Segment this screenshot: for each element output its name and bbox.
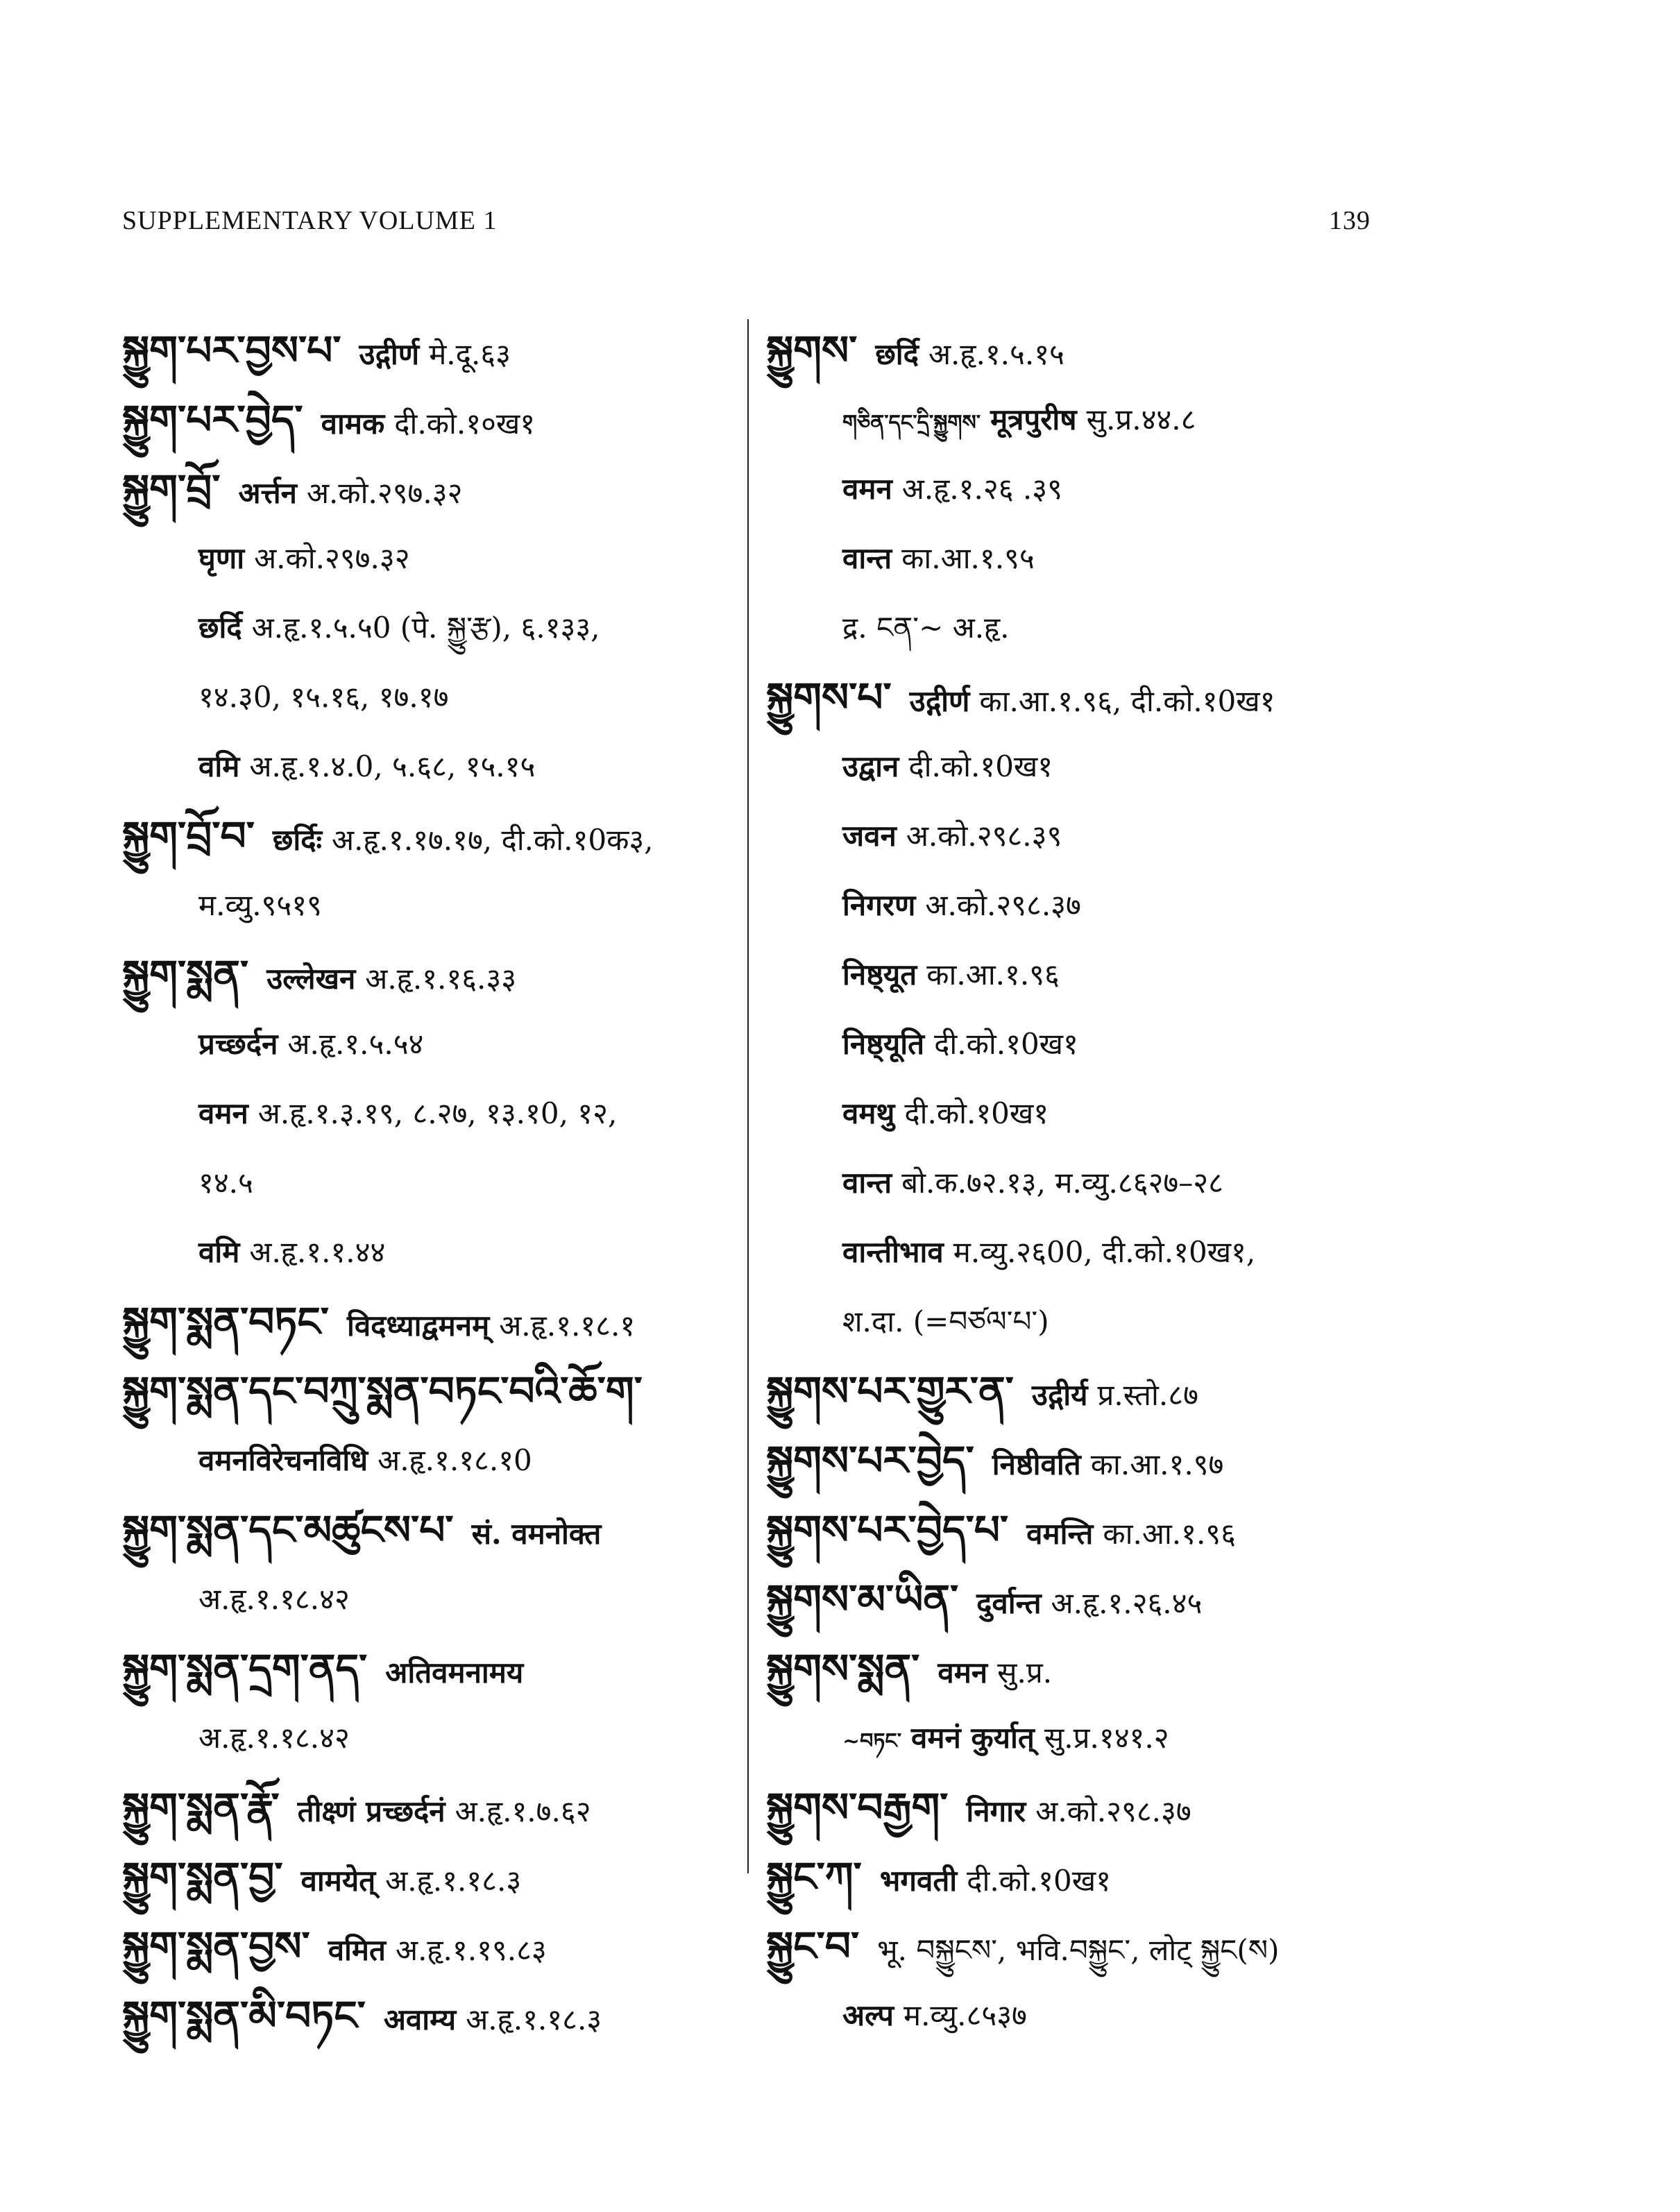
dictionary-entry [122, 1079, 747, 1148]
source-reference: का.आ.१.९६ [926, 958, 1060, 992]
tibetan-headword: སྐྱུག་སྨན་བྱ་ [122, 1853, 283, 1900]
source-reference: अ.हृ.१.१७.१७, दी.को.१0क३, [332, 823, 654, 857]
dictionary-entry [766, 316, 1502, 385]
dictionary-entry [766, 1495, 1502, 1565]
sanskrit-equivalent: अल्प [842, 1998, 894, 2032]
column-divider [747, 319, 749, 1873]
sanskrit-equivalent: निगरण [842, 888, 916, 922]
dictionary-entry [122, 316, 747, 385]
dictionary-entry [766, 1079, 1502, 1148]
dictionary-entry [766, 1218, 1502, 1287]
sanskrit-equivalent: छर्दिः [272, 823, 322, 857]
sanskrit-equivalent: जवन [842, 819, 897, 853]
source-reference: म.व्यु.९५१९ [198, 888, 322, 922]
dictionary-entry [766, 1148, 1502, 1218]
source-reference: सु.प्र.४४.८ [1086, 402, 1196, 436]
source-reference: अ.हृ.१.१८.३ [466, 2002, 602, 2036]
tibetan-headword: སྐྱུགས་ [766, 327, 858, 374]
source-reference: का.आ.१.९७ [1090, 1447, 1224, 1481]
dictionary-entry [766, 454, 1502, 524]
source-reference: भू. བསྐྱུངས་, भवि.བསྐྱུང་, लोट् སྐྱུང(ས) [877, 1933, 1280, 1967]
dictionary-entry [766, 1634, 1502, 1703]
dictionary-entry [766, 1010, 1502, 1079]
source-reference: अ.हृ.१.२६ .३९ [901, 472, 1062, 506]
sanskrit-equivalent: वमन [198, 1096, 248, 1130]
tibetan-headword: སྐྱུག་པར་བྱས་པ་ [122, 327, 341, 374]
source-reference: अ.हृ.१.७.६२ [455, 1794, 591, 1828]
sanskrit-equivalent: निष्ठ्यूत [842, 958, 917, 992]
dictionary-entry [122, 1010, 747, 1079]
sanskrit-equivalent: वान्तीभाव [842, 1235, 944, 1269]
dictionary-entry [766, 1981, 1502, 2050]
source-reference: द्र. ངན་~ अ.हृ. [842, 611, 1010, 645]
sanskrit-equivalent: वान्त [842, 541, 892, 575]
dictionary-entry [122, 871, 747, 940]
dictionary-entry [766, 732, 1502, 801]
source-reference: का.आ.१.९५ [901, 541, 1035, 575]
source-reference: बो.क.७२.१३, म.व्यु.८६२७–२८ [901, 1166, 1223, 1200]
source-reference: म.व्यु.२६00, दी.को.१0ख१, [953, 1235, 1256, 1269]
dictionary-entry [766, 385, 1502, 454]
tibetan-headword: སྐྱུགས་པ་ [766, 674, 892, 721]
source-reference: सु.प्र.१४१.२ [1044, 1721, 1169, 1755]
sanskrit-equivalent: वमथु [842, 1096, 895, 1130]
tibetan-headword: སྐྱུང་ཀ་ [766, 1853, 862, 1900]
tibetan-headword: སྐྱུག་སྨན་མི་བཏང་ [122, 1992, 366, 2039]
sanskrit-equivalent: निष्ठ्यूति [842, 1027, 925, 1061]
dictionary-entry [122, 1981, 747, 2050]
source-reference: अ.हृ.१.१८.३ [385, 1864, 522, 1898]
source-reference: अ.हृ.१.१९.८३ [395, 1933, 547, 1967]
tibetan-headword: སྐྱུག་སྨན་བཏང་ [122, 1298, 329, 1345]
source-reference: दी.को.१0ख१ [908, 749, 1053, 783]
sanskrit-equivalent: वमि [198, 749, 240, 783]
source-reference: श.दा. (=བཙལ་པ་) [842, 1304, 1049, 1338]
sanskrit-equivalent: तीक्ष्णं प्रच्छर्दनं [297, 1794, 446, 1828]
sanskrit-equivalent: छर्दि [875, 337, 919, 371]
sanskrit-equivalent: उल्लेखन [266, 962, 356, 996]
sanskrit-equivalent: वमनविरेचनविधि [198, 1443, 368, 1477]
dictionary-entry [122, 524, 747, 593]
tibetan-headword: སྐྱུག་སྨན་དང་བཀྲུ་སྨན་བཏང་བའི་ཆོ་ག་ [122, 1368, 643, 1415]
sanskrit-equivalent: अवाम्य [383, 2002, 457, 2036]
source-reference: अ.हृ.१.५.५0 (पे. སྐྱུ་རྩ), ६.१३३, [251, 611, 600, 645]
dictionary-entry [766, 663, 1502, 732]
tibetan-headword: སྐྱུག་སྨན་ [122, 951, 249, 998]
dictionary-entry [122, 385, 747, 454]
source-reference: अ.हृ.१.२६.४५ [1051, 1586, 1203, 1620]
right-column [766, 316, 1502, 2050]
sanskrit-equivalent: वमन [937, 1656, 988, 1690]
dictionary-entry [122, 732, 747, 801]
source-reference: अ.को.२९८.३७ [925, 888, 1081, 922]
dictionary-entry [122, 801, 747, 871]
source-reference: प्र.स्तो.८७ [1097, 1378, 1198, 1412]
sanskrit-equivalent: प्रच्छर्दन [198, 1027, 278, 1061]
dictionary-entry [122, 1703, 747, 1773]
sanskrit-equivalent: दुर्वान्त [976, 1586, 1042, 1620]
sanskrit-equivalent: वान्त [842, 1166, 892, 1200]
dictionary-entry [122, 1218, 747, 1287]
sanskrit-equivalent: भगवती [879, 1864, 958, 1898]
dictionary-entry [766, 1703, 1502, 1773]
source-reference: अ.हृ.१.४.0, ५.६८, १५.१५ [249, 749, 536, 783]
source-reference: अ.हृ.१.१६.३३ [365, 962, 517, 996]
dictionary-entry [766, 1356, 1502, 1426]
dictionary-entry [122, 663, 747, 732]
page-number: 139 [1329, 206, 1371, 235]
dictionary-entry [122, 1356, 747, 1426]
tibetan-headword: སྐྱུག་བྲོ་ [122, 466, 221, 513]
left-column [122, 316, 747, 2050]
sanskrit-equivalent: विदध्याद्वमनम् [346, 1309, 490, 1343]
source-reference: म.व्यु.८५३७ [903, 1998, 1027, 2032]
sanskrit-equivalent: वमन [842, 472, 892, 506]
dictionary-entry [766, 1426, 1502, 1495]
dictionary-entry [122, 940, 747, 1010]
dictionary-entry [122, 1565, 747, 1634]
dictionary-entry [122, 1287, 747, 1356]
source-reference: अ.को.२९८.३७ [1035, 1794, 1191, 1828]
sanskrit-equivalent: वमन्ति [1026, 1517, 1094, 1551]
dictionary-entry [766, 1912, 1502, 1981]
source-reference: मे.दू.६३ [429, 337, 511, 371]
tibetan-headword: སྐྱུག་པར་བྱེད་ [122, 396, 303, 443]
dictionary-entry [122, 1634, 747, 1703]
source-reference: अ.हृ.१.५.५४ [287, 1027, 424, 1061]
tibetan-headword: སྐྱུང་བ་ [766, 1923, 860, 1970]
source-reference: सु.प्र. [997, 1656, 1053, 1690]
tibetan-phrase: ~བཏང་ [842, 1729, 902, 1753]
dictionary-entry [766, 871, 1502, 940]
sanskrit-equivalent: सं. वमनोक्त [471, 1517, 602, 1551]
dictionary-entry [122, 1842, 747, 1912]
sanskrit-equivalent: वमित [328, 1933, 386, 1967]
dictionary-entry [122, 1773, 747, 1842]
sanskrit-equivalent: घृणा [198, 541, 245, 575]
source-reference: दी.को.१0ख१ [904, 1096, 1049, 1130]
source-reference: अ.को.२९७.३२ [306, 476, 463, 510]
dictionary-entry [122, 1495, 747, 1565]
tibetan-headword: སྐྱུགས་མ་ཡིན་ [766, 1576, 959, 1623]
dictionary-entry [122, 1912, 747, 1981]
sanskrit-equivalent: अर्त्तन [238, 476, 297, 510]
sanskrit-equivalent: वमनं कुर्यात् [911, 1721, 1035, 1755]
tibetan-headword: སྐྱུགས་པར་གྱུར་ན་ [766, 1368, 1014, 1415]
source-reference: अ.हृ.१.३.१९, ८.२७, १३.१0, १२, [257, 1096, 618, 1130]
source-reference: १४.५ [198, 1166, 253, 1200]
tibetan-headword: སྐྱུག་བྲོ་བ་ [122, 813, 255, 860]
dictionary-entry [122, 454, 747, 524]
sanskrit-equivalent: वामयेत् [300, 1864, 376, 1898]
sanskrit-equivalent: उद्गीर्ण [359, 337, 420, 371]
dictionary-entry [766, 940, 1502, 1010]
tibetan-phrase: གཅིན་དང་དྲི་སྐྱུགས་ [842, 411, 981, 435]
dictionary-entry [766, 1842, 1502, 1912]
dictionary-entry [766, 801, 1502, 871]
sanskrit-equivalent: वामक [321, 407, 385, 441]
source-reference: का.आ.१.९६, दी.को.१0ख१ [979, 684, 1275, 718]
tibetan-headword: སྐྱུག་སྨན་བྱས་ [122, 1923, 310, 1970]
dictionary-entry [766, 1565, 1502, 1634]
source-reference: अ.हृ.१.१८.४२ [198, 1582, 350, 1616]
sanskrit-equivalent: निगार [966, 1794, 1026, 1828]
sanskrit-equivalent: वमि [198, 1235, 240, 1269]
sanskrit-equivalent: मूत्रपुरीष [990, 402, 1077, 436]
running-header: SUPPLEMENTARY VOLUME 1 [122, 206, 498, 235]
tibetan-headword: སྐྱུགས་པར་བྱེད་ [766, 1437, 974, 1484]
tibetan-headword: སྐྱུགས་སྨན་ [766, 1645, 920, 1692]
dictionary-entry [122, 1426, 747, 1495]
dictionary-entry [766, 593, 1502, 663]
tibetan-headword: སྐྱུག་སྨན་དང་མཚུངས་པ་ [122, 1506, 454, 1554]
source-reference: दी.को.१0ख१ [934, 1027, 1078, 1061]
source-reference: अ.को.२९७.३२ [254, 541, 410, 575]
tibetan-headword: སྐྱུགས་བརྒྱག་ [766, 1784, 949, 1831]
source-reference: अ.को.२९८.३९ [906, 819, 1062, 853]
source-reference: अ.हृ.१.१८.४२ [198, 1721, 350, 1755]
sanskrit-equivalent: छर्दि [198, 611, 242, 645]
source-reference: अ.हृ.१.५.१५ [928, 337, 1064, 371]
source-reference: अ.हृ.१.१.४४ [249, 1235, 386, 1269]
sanskrit-equivalent: उद्गीर्ण [909, 684, 970, 718]
sanskrit-equivalent: उद्गीर्य [1031, 1378, 1088, 1412]
dictionary-entry [122, 1148, 747, 1218]
source-reference: दी.को.१०ख१ [394, 407, 536, 441]
source-reference: अ.हृ.१.१८.१ [499, 1309, 636, 1343]
sanskrit-equivalent: अतिवमनामय [385, 1656, 524, 1690]
dictionary-entry [766, 524, 1502, 593]
dictionary-entry [766, 1773, 1502, 1842]
sanskrit-equivalent: उद्वान [842, 749, 899, 783]
dictionary-entry [766, 1287, 1502, 1356]
tibetan-headword: སྐྱུགས་པར་བྱེད་པ་ [766, 1506, 1009, 1554]
source-reference: १४.३0, १५.१६, १७.१७ [198, 680, 449, 714]
source-reference: दी.को.१0ख१ [967, 1864, 1111, 1898]
tibetan-headword: སྐྱུག་སྨན་དྲག་ནད་ [122, 1645, 368, 1692]
dictionary-entry [122, 593, 747, 663]
sanskrit-equivalent: निष्ठीवति [992, 1447, 1081, 1481]
tibetan-headword: སྐྱུག་སྨན་རྣོ་ [122, 1784, 280, 1831]
source-reference: अ.हृ.१.१८.१0 [377, 1443, 532, 1477]
source-reference: का.आ.१.९६ [1103, 1517, 1236, 1551]
